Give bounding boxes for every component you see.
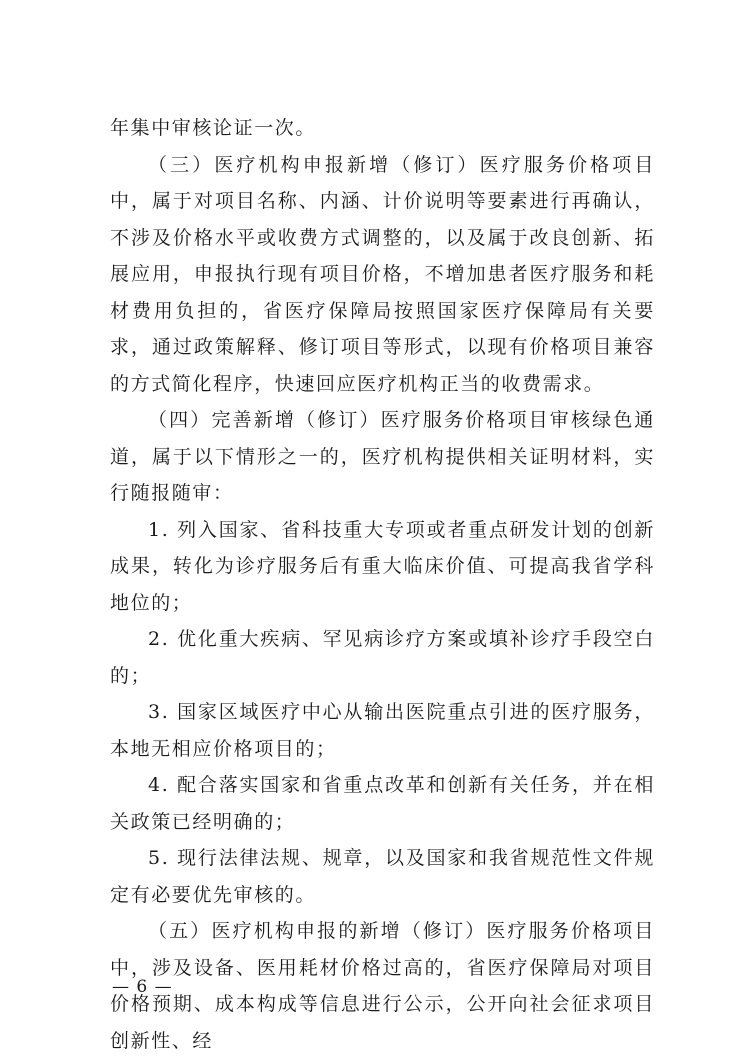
paragraph-item-4: （四）完善新增（修订）医疗服务价格项目审核绿色通道，属于以下情形之一的，医疗机构提供相关证明材料，实行随报随审： [110, 409, 655, 504]
paragraph-subitem-2: 2. 优化重大疾病、罕见病诊疗方案或填补诊疗手段空白的； [110, 628, 655, 687]
paragraph-continuation: 年集中审核论证一次。 [110, 117, 317, 139]
paragraph-subitem-3: 3. 国家区域医疗中心从输出医院重点引进的医疗服务，本地无相应价格项目的； [110, 701, 655, 760]
paragraph-subitem-4: 4. 配合落实国家和省重点改革和创新有关任务，并在相关政策已经明确的； [110, 774, 655, 833]
document-body [110, 110, 655, 1059]
paragraph-subitem-5: 5. 现行法律法规、规章，以及国家和我省规范性文件规定有必要优先审核的。 [110, 847, 655, 906]
paragraph-subitem-1: 1. 列入国家、省科技重大专项或者重点研发计划的创新成果，转化为诊疗服务后有重大临床价值、可提高我省学科地位的； [110, 518, 655, 614]
page-number: — 6 — [112, 977, 173, 997]
paragraph-item-5: （五）医疗机构申报的新增（修订）医疗服务价格项目中，涉及设备、医用耗材价格过高的，省医疗保障局对项目价格预期、成本构成等信息进行公示，公开向社会征求项目创新性、经 [110, 920, 655, 1052]
paragraph-item-3: （三）医疗机构申报新增（修订）医疗服务价格项目中，属于对项目名称、内涵、计价说明等要素进行再确认，不涉及价格水平或收费方式调整的，以及属于改良创新、拓展应用，申报执行现有项目价格，不增加患者医疗服务和耗材费用负担的，省医疗保障局按照国家医疗保障局有关要求，通过政策解释、修订项目等形式，以现有价格项目兼容的方式简化程序，快速回应医疗机构正当的收费需求。 [110, 153, 655, 395]
